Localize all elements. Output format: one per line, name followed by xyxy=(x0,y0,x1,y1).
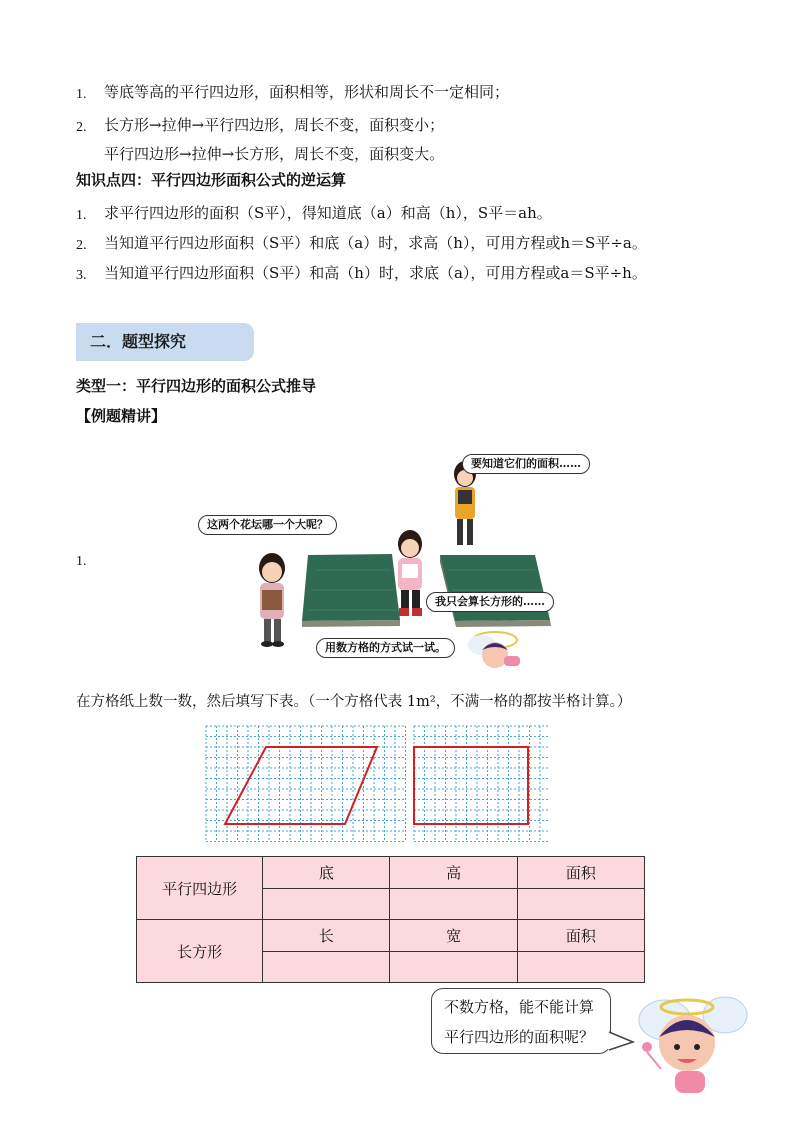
question-line-2: 平行四边形的面积呢？ xyxy=(444,1028,595,1046)
list-number: 2. xyxy=(76,120,87,135)
list-number: 1. xyxy=(76,208,87,223)
angel-illustration xyxy=(625,985,755,1104)
list-number: 2. xyxy=(76,238,87,253)
list-text: 平行四边形→拉伸→长方形，周长不变，面积变大。 xyxy=(104,145,445,163)
example-label: 【例题精讲】 xyxy=(76,407,167,425)
type-heading: 类型一：平行四边形的面积公式推导 xyxy=(76,377,317,395)
list-number: 1. xyxy=(76,87,87,102)
speech-bubble-girl1: 这两个花坛哪一个大呢？ xyxy=(198,515,337,535)
header-cell: 高 xyxy=(390,857,517,889)
answer-cell[interactable] xyxy=(517,952,644,983)
angel-drawing xyxy=(625,985,755,1100)
flowerbed-left xyxy=(302,554,400,621)
girl-left-figure xyxy=(259,553,285,647)
illustration-drawing xyxy=(190,440,600,670)
data-table xyxy=(136,856,645,983)
list-text: 等底等高的平行四边形，面积相等，形状和周长不一定相同； xyxy=(104,83,510,101)
list-number: 3. xyxy=(76,268,87,283)
answer-cell[interactable] xyxy=(263,952,390,983)
header-cell: 底 xyxy=(263,857,390,889)
speech-bubble-girl2: 我只会算长方形的…… xyxy=(426,592,554,612)
section-title: 二．题型探究 xyxy=(76,323,254,361)
header-cell: 宽 xyxy=(390,920,517,952)
header-cell: 面积 xyxy=(517,857,644,889)
knowledge-heading: 知识点四：平行四边形面积公式的逆运算 xyxy=(76,171,347,189)
list-text: 当知道平行四边形面积（S平）和底（a）时，求高（h），可用方程或h＝S平÷a。 xyxy=(104,234,647,252)
illustration xyxy=(190,440,600,670)
header-cell: 面积 xyxy=(517,920,644,952)
angel-figure xyxy=(468,632,520,668)
list-text: 求平行四边形的面积（S平），得知道底（a）和高（h），S平＝ah。 xyxy=(104,204,552,222)
speech-bubble-girl3: 要知道它们的面积…… xyxy=(462,454,590,474)
row-label-parallelogram: 平行四边形 xyxy=(137,857,263,920)
answer-cell[interactable] xyxy=(390,952,517,983)
rectangle-shape xyxy=(414,747,528,824)
grid-figure xyxy=(205,725,550,851)
header-cell: 长 xyxy=(263,920,390,952)
row-label-rectangle: 长方形 xyxy=(137,920,263,983)
list-text: 当知道平行四边形面积（S平）和高（h）时，求底（a），可用方程或a＝S平÷h。 xyxy=(104,264,647,282)
speech-bubble-angel: 用数方格的方式试一试。 xyxy=(316,638,455,658)
grid-svg xyxy=(205,725,550,847)
question-line-1: 不数方格，能不能计算 xyxy=(444,998,595,1016)
girl-middle-figure xyxy=(398,530,422,616)
list-text: 长方形→拉伸→平行四边形，周长不变，面积变小； xyxy=(104,116,445,134)
answer-cell[interactable] xyxy=(517,889,644,920)
answer-cell[interactable] xyxy=(263,889,390,920)
question-bubble xyxy=(431,988,611,1054)
answer-cell[interactable] xyxy=(390,889,517,920)
instruction-text: 在方格纸上数一数，然后填写下表。（一个方格代表 1m²，不满一格的都按半格计算。） xyxy=(76,694,632,710)
problem-number: 1. xyxy=(76,554,87,569)
